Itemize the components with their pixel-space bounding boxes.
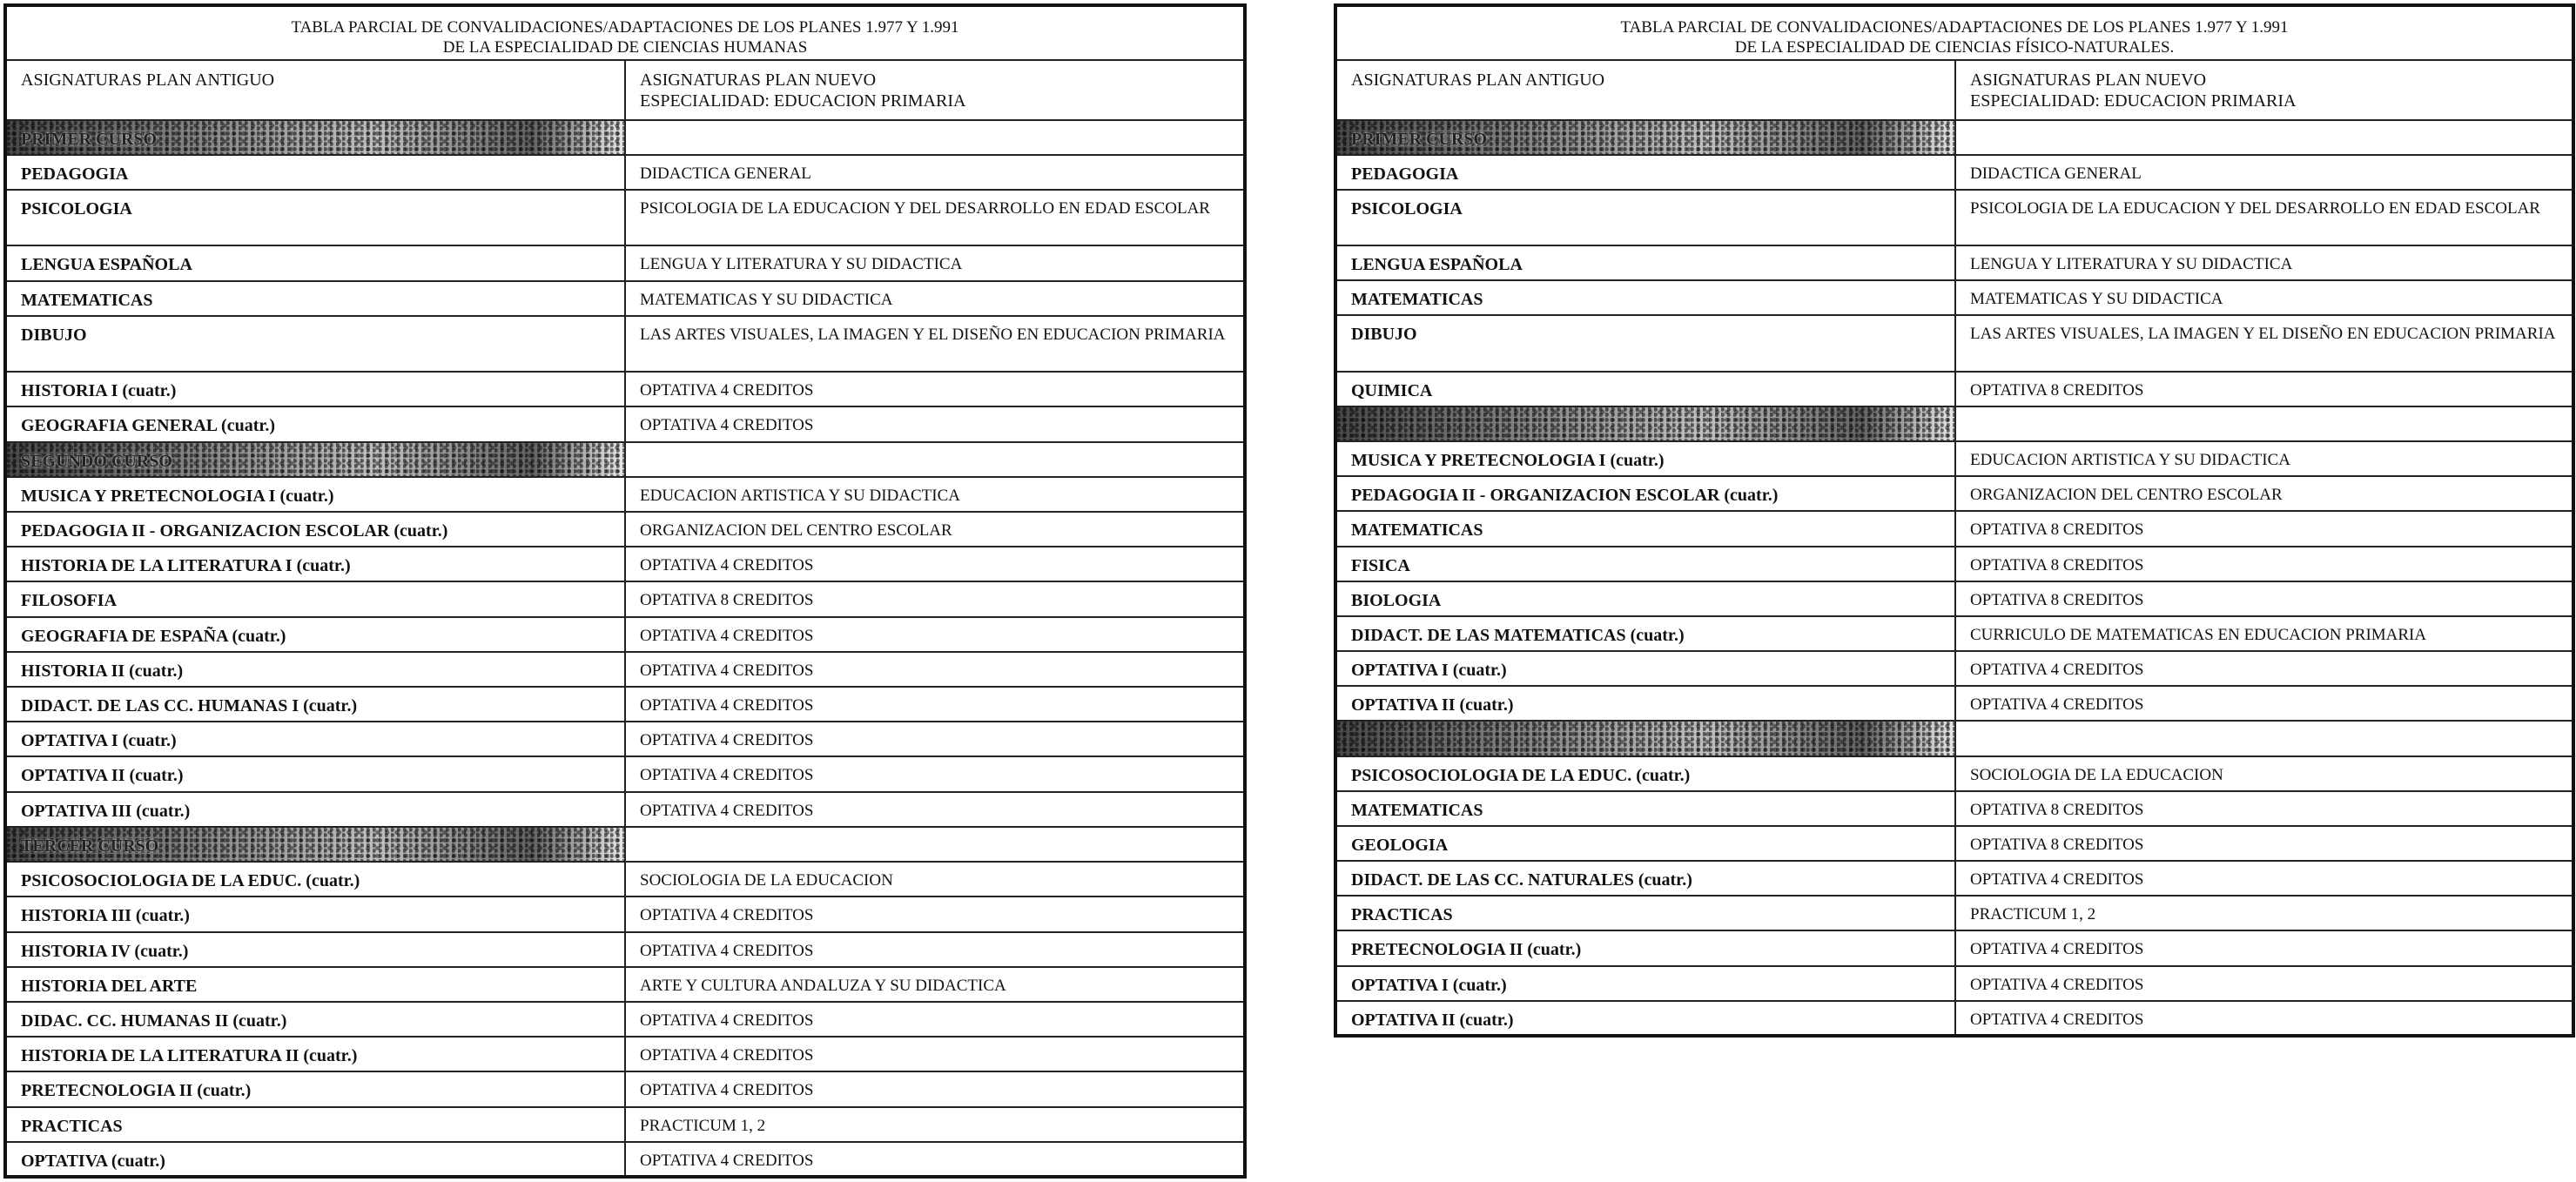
new-subject-cell xyxy=(625,1071,1245,1106)
new-subject-text: ORGANIZACION DEL CENTRO ESCOLAR xyxy=(1970,486,2283,505)
table-row xyxy=(1335,581,2573,616)
course-group-2 xyxy=(5,442,1245,827)
new-subject-text: EDUCACION ARTISTICA Y SU DIDACTICA xyxy=(640,486,960,505)
new-subject-text: LENGUA Y LITERATURA Y SU DIDACTICA xyxy=(640,255,963,274)
old-subject-cell: MATEMATICAS xyxy=(5,281,625,316)
section-row xyxy=(5,120,1245,155)
new-subject-text: OPTATIVA 4 CREDITOS xyxy=(1970,1010,2144,1029)
new-subject-text: SOCIOLOGIA DE LA EDUCACION xyxy=(1970,765,2223,784)
new-subject-text: PSICOLOGIA DE LA EDUCACION Y DEL DESARROLLO EN EDAD ESCOLAR xyxy=(640,199,1210,218)
new-subject-cell xyxy=(625,967,1245,1002)
new-subject-text: OPTATIVA 8 CREDITOS xyxy=(1970,835,2144,854)
new-subject-text: OPTATIVA 8 CREDITOS xyxy=(1970,555,2144,574)
header-new-plan xyxy=(625,60,1245,119)
new-subject-text: MATEMATICAS Y SU DIDACTICA xyxy=(640,290,893,309)
right-convalidation-table xyxy=(1334,3,2575,1038)
title-line-2: DE LA ESPECIALIDAD DE CIENCIAS HUMANAS xyxy=(442,38,808,57)
table-title xyxy=(1335,5,2573,60)
old-subject-cell: OPTATIVA II (cuatr.) xyxy=(1335,686,1955,721)
table-row xyxy=(5,932,1245,967)
new-subject-text: PSICOLOGIA DE LA EDUCACION Y DEL DESARROLLO EN EDAD ESCOLAR xyxy=(1970,198,2540,218)
new-subject-text: OPTATIVA 4 CREDITOS xyxy=(640,1046,814,1065)
new-subject-text: OPTATIVA 8 CREDITOS xyxy=(1970,520,2144,540)
table-row xyxy=(1335,651,2573,686)
new-subject-text: PRACTICUM 1, 2 xyxy=(1970,905,2096,924)
section-empty-cell xyxy=(625,827,1245,862)
table-row xyxy=(1335,966,2573,1001)
header-new-plan xyxy=(1955,60,2573,119)
table-row xyxy=(5,581,1245,616)
new-subject-cell xyxy=(1955,1001,2573,1036)
new-subject-text: LENGUA Y LITERATURA Y SU DIDACTICA xyxy=(1970,255,2293,274)
new-subject-text: MATEMATICAS Y SU DIDACTICA xyxy=(1970,290,2223,309)
old-subject-cell: HISTORIA III (cuatr.) xyxy=(5,897,625,931)
new-subject-cell xyxy=(1955,245,2573,280)
new-subject-cell xyxy=(625,316,1245,372)
new-subject-text: OPTATIVA 4 CREDITOS xyxy=(1970,975,2144,994)
new-subject-text: LAS ARTES VISUALES, LA IMAGEN Y EL DISEÑO EN EDUCACION PRIMARIA xyxy=(1970,325,2556,344)
table-row xyxy=(5,617,1245,652)
old-subject-cell: GEOLOGIA xyxy=(1335,826,1955,861)
left-convalidation-table xyxy=(3,3,1247,1179)
new-subject-cell xyxy=(1955,686,2573,721)
table-row xyxy=(5,652,1245,687)
title-line-1: TABLA PARCIAL DE CONVALIDACIONES/ADAPTACIONES DE LOS PLANES 1.977 Y 1.991 xyxy=(291,18,959,37)
new-subject-cell xyxy=(625,406,1245,441)
section-row xyxy=(1335,406,2573,441)
table-row xyxy=(5,722,1245,756)
new-subject-cell xyxy=(1955,651,2573,686)
new-subject-cell xyxy=(625,281,1245,316)
old-subject-cell: OPTATIVA (cuatr.) xyxy=(5,1142,625,1177)
old-subject-cell: PRETECNOLOGIA II (cuatr.) xyxy=(1335,930,1955,965)
course-group-1 xyxy=(5,120,1245,442)
section-label: SEGUNDO CURSO xyxy=(5,442,625,477)
new-subject-text: OPTATIVA 8 CREDITOS xyxy=(1970,380,2144,400)
old-subject-cell: MATEMATICAS xyxy=(1335,280,1955,315)
table-row xyxy=(5,316,1245,372)
table-row xyxy=(5,967,1245,1002)
old-subject-cell: DIDAC. CC. HUMANAS II (cuatr.) xyxy=(5,1002,625,1037)
new-subject-cell xyxy=(625,245,1245,280)
new-subject-text: DIDACTICA GENERAL xyxy=(1970,164,2142,183)
old-subject-cell: OPTATIVA I (cuatr.) xyxy=(5,722,625,756)
table-row xyxy=(5,862,1245,897)
table-row xyxy=(5,1002,1245,1037)
old-subject-cell: DIDACT. DE LAS CC. HUMANAS I (cuatr.) xyxy=(5,687,625,722)
table-row xyxy=(5,1142,1245,1177)
new-subject-cell xyxy=(625,862,1245,897)
old-subject-cell: OPTATIVA II (cuatr.) xyxy=(5,756,625,791)
new-subject-text: ORGANIZACION DEL CENTRO ESCOLAR xyxy=(640,521,952,540)
new-subject-cell xyxy=(625,512,1245,547)
new-subject-text: SOCIOLOGIA DE LA EDUCACION xyxy=(640,871,893,890)
new-subject-cell xyxy=(1955,372,2573,406)
table-row xyxy=(5,687,1245,722)
new-subject-text: OPTATIVA 4 CREDITOS xyxy=(1970,940,2144,959)
old-subject-cell: PEDAGOGIA xyxy=(5,155,625,190)
new-subject-text: OPTATIVA 4 CREDITOS xyxy=(640,801,814,820)
new-subject-cell xyxy=(625,722,1245,756)
new-subject-text: OPTATIVA 4 CREDITOS xyxy=(640,381,814,400)
new-subject-cell xyxy=(625,1037,1245,1071)
section-empty-cell xyxy=(625,120,1245,155)
table-row xyxy=(1335,616,2573,651)
table-row xyxy=(5,547,1245,581)
old-subject-cell: MUSICA Y PRETECNOLOGIA I (cuatr.) xyxy=(1335,441,1955,476)
course-group-3 xyxy=(5,827,1245,1177)
header-new-plan-line-1: ASIGNATURAS PLAN NUEVO xyxy=(1970,71,2207,91)
section-row xyxy=(5,442,1245,477)
course-group-2 xyxy=(1335,406,2573,722)
old-subject-cell: PSICOSOCIOLOGIA DE LA EDUC. (cuatr.) xyxy=(5,862,625,897)
section-row xyxy=(1335,721,2573,756)
header-old-plan: ASIGNATURAS PLAN ANTIGUO xyxy=(1335,60,1955,119)
new-subject-cell xyxy=(625,687,1245,722)
course-group-1 xyxy=(1335,120,2573,406)
new-subject-text: OPTATIVA 4 CREDITOS xyxy=(1970,870,2144,890)
table-row xyxy=(5,245,1245,280)
table-row xyxy=(1335,245,2573,280)
new-subject-cell xyxy=(1955,896,2573,930)
new-subject-cell xyxy=(1955,315,2573,371)
old-subject-cell: QUIMICA xyxy=(1335,372,1955,406)
old-subject-cell: DIBUJO xyxy=(1335,315,1955,371)
title-line-2: DE LA ESPECIALIDAD DE CIENCIAS FÍSICO-NATURALES. xyxy=(1734,38,2175,57)
new-subject-cell xyxy=(625,792,1245,827)
new-subject-cell xyxy=(625,932,1245,967)
old-subject-cell: MATEMATICAS xyxy=(1335,791,1955,826)
new-subject-text: OPTATIVA 4 CREDITOS xyxy=(640,416,814,435)
old-subject-cell: GEOGRAFIA GENERAL (cuatr.) xyxy=(5,406,625,441)
new-subject-cell xyxy=(625,617,1245,652)
title-line-1: TABLA PARCIAL DE CONVALIDACIONES/ADAPTACIONES DE LOS PLANES 1.977 Y 1.991 xyxy=(1620,18,2289,37)
new-subject-text: OPTATIVA 4 CREDITOS xyxy=(640,556,814,575)
old-subject-cell: OPTATIVA I (cuatr.) xyxy=(1335,966,1955,1001)
old-subject-cell: OPTATIVA I (cuatr.) xyxy=(1335,651,1955,686)
new-subject-text: OPTATIVA 4 CREDITOS xyxy=(640,626,814,645)
new-subject-cell xyxy=(1955,190,2573,245)
table-row xyxy=(5,1107,1245,1142)
header-new-plan-line-2: ESPECIALIDAD: EDUCACION PRIMARIA xyxy=(640,91,966,111)
course-group-3 xyxy=(1335,721,2573,1036)
table-row xyxy=(1335,861,2573,896)
old-subject-cell: DIDACT. DE LAS CC. NATURALES (cuatr.) xyxy=(1335,861,1955,896)
old-subject-cell: HISTORIA DE LA LITERATURA II (cuatr.) xyxy=(5,1037,625,1071)
old-subject-cell: MUSICA Y PRETECNOLOGIA I (cuatr.) xyxy=(5,477,625,512)
new-subject-cell xyxy=(625,1002,1245,1037)
new-subject-cell xyxy=(1955,826,2573,861)
new-subject-cell xyxy=(1955,616,2573,651)
section-row xyxy=(5,827,1245,862)
old-subject-cell: PRETECNOLOGIA II (cuatr.) xyxy=(5,1071,625,1106)
new-subject-cell xyxy=(1955,756,2573,791)
old-subject-cell: LENGUA ESPAÑOLA xyxy=(1335,245,1955,280)
new-subject-text: EDUCACION ARTISTICA Y SU DIDACTICA xyxy=(1970,451,2290,470)
old-subject-cell: FILOSOFIA xyxy=(5,581,625,616)
table-row xyxy=(5,372,1245,406)
new-subject-text: OPTATIVA 8 CREDITOS xyxy=(640,591,814,610)
table-row xyxy=(5,406,1245,441)
header-old-plan: ASIGNATURAS PLAN ANTIGUO xyxy=(5,60,625,119)
new-subject-text: OPTATIVA 4 CREDITOS xyxy=(640,696,814,715)
new-subject-cell xyxy=(1955,791,2573,826)
section-row xyxy=(1335,120,2573,155)
new-subject-cell xyxy=(625,1107,1245,1142)
new-subject-text: OPTATIVA 4 CREDITOS xyxy=(640,906,814,925)
header-new-plan-line-2: ESPECIALIDAD: EDUCACION PRIMARIA xyxy=(1970,91,2297,111)
old-subject-cell: HISTORIA II (cuatr.) xyxy=(5,652,625,687)
section-label xyxy=(1335,721,1955,756)
old-subject-cell: PEDAGOGIA II - ORGANIZACION ESCOLAR (cuatr.) xyxy=(5,512,625,547)
new-subject-text: OPTATIVA 4 CREDITOS xyxy=(640,1081,814,1100)
table-row xyxy=(1335,280,2573,315)
section-label xyxy=(1335,406,1955,441)
new-subject-text: OPTATIVA 4 CREDITOS xyxy=(640,941,814,960)
new-subject-cell xyxy=(625,190,1245,245)
new-subject-text: ARTE Y CULTURA ANDALUZA Y SU DIDACTICA xyxy=(640,976,1006,995)
table-row xyxy=(1335,190,2573,245)
old-subject-cell: MATEMATICAS xyxy=(1335,511,1955,546)
new-subject-text: OPTATIVA 4 CREDITOS xyxy=(1970,695,2144,715)
old-subject-cell: PSICOLOGIA xyxy=(1335,190,1955,245)
old-subject-cell: PSICOLOGIA xyxy=(5,190,625,245)
old-subject-cell: OPTATIVA III (cuatr.) xyxy=(5,792,625,827)
new-subject-text: PRACTICUM 1, 2 xyxy=(640,1116,766,1135)
old-subject-cell: LENGUA ESPAÑOLA xyxy=(5,245,625,280)
table-row xyxy=(5,1037,1245,1071)
new-subject-cell xyxy=(1955,155,2573,190)
new-subject-text: OPTATIVA 4 CREDITOS xyxy=(640,731,814,750)
header-new-plan-line-1: ASIGNATURAS PLAN NUEVO xyxy=(640,71,877,91)
new-subject-cell xyxy=(625,652,1245,687)
old-subject-cell: DIBUJO xyxy=(5,316,625,372)
old-subject-cell: HISTORIA I (cuatr.) xyxy=(5,372,625,406)
table-row xyxy=(1335,372,2573,406)
table-row xyxy=(1335,686,2573,721)
old-subject-cell: FISICA xyxy=(1335,547,1955,581)
old-subject-cell: BIOLOGIA xyxy=(1335,581,1955,616)
table-row xyxy=(5,512,1245,547)
new-subject-cell xyxy=(1955,476,2573,511)
table-row xyxy=(5,1071,1245,1106)
table-row xyxy=(1335,756,2573,791)
table-row xyxy=(5,155,1245,190)
new-subject-cell xyxy=(625,1142,1245,1177)
section-label: TERCER CURSO xyxy=(5,827,625,862)
new-subject-cell xyxy=(1955,861,2573,896)
new-subject-text: CURRICULO DE MATEMATICAS EN EDUCACION PRIMARIA xyxy=(1970,625,2427,644)
old-subject-cell: PEDAGOGIA II - ORGANIZACION ESCOLAR (cuatr.) xyxy=(1335,476,1955,511)
section-label: PRIMER CURSO xyxy=(1335,120,1955,155)
table-row xyxy=(1335,896,2573,930)
old-subject-cell: HISTORIA DE LA LITERATURA I (cuatr.) xyxy=(5,547,625,581)
section-label: PRIMER CURSO xyxy=(5,120,625,155)
old-subject-cell: GEOGRAFIA DE ESPAÑA (cuatr.) xyxy=(5,617,625,652)
table-row xyxy=(5,477,1245,512)
old-subject-cell: OPTATIVA II (cuatr.) xyxy=(1335,1001,1955,1036)
old-subject-cell: HISTORIA IV (cuatr.) xyxy=(5,932,625,967)
table-row xyxy=(5,756,1245,791)
new-subject-text: OPTATIVA 4 CREDITOS xyxy=(640,1151,814,1170)
new-subject-text: OPTATIVA 4 CREDITOS xyxy=(640,661,814,680)
table-row xyxy=(1335,930,2573,965)
table-row xyxy=(1335,476,2573,511)
table-row xyxy=(1335,155,2573,190)
section-empty-cell xyxy=(1955,120,2573,155)
new-subject-cell xyxy=(1955,930,2573,965)
old-subject-cell: PEDAGOGIA xyxy=(1335,155,1955,190)
section-empty-cell xyxy=(1955,406,2573,441)
old-subject-cell: PRACTICAS xyxy=(1335,896,1955,930)
table-row xyxy=(1335,511,2573,546)
table-row xyxy=(1335,441,2573,476)
new-subject-text: OPTATIVA 8 CREDITOS xyxy=(1970,590,2144,609)
new-subject-cell xyxy=(1955,441,2573,476)
old-subject-cell: PRACTICAS xyxy=(5,1107,625,1142)
table-row xyxy=(5,897,1245,931)
table-row xyxy=(5,281,1245,316)
section-empty-cell xyxy=(1955,721,2573,756)
new-subject-cell xyxy=(1955,581,2573,616)
new-subject-cell xyxy=(1955,547,2573,581)
new-subject-cell xyxy=(625,581,1245,616)
section-empty-cell xyxy=(625,442,1245,477)
table-row xyxy=(1335,791,2573,826)
new-subject-text: OPTATIVA 4 CREDITOS xyxy=(640,766,814,785)
old-subject-cell: PSICOSOCIOLOGIA DE LA EDUC. (cuatr.) xyxy=(1335,756,1955,791)
new-subject-cell xyxy=(625,756,1245,791)
table-row xyxy=(1335,315,2573,371)
new-subject-text: OPTATIVA 4 CREDITOS xyxy=(640,1011,814,1030)
table-title xyxy=(5,5,1245,60)
new-subject-text: LAS ARTES VISUALES, LA IMAGEN Y EL DISEÑO EN EDUCACION PRIMARIA xyxy=(640,325,1226,344)
table-row xyxy=(1335,826,2573,861)
table-row xyxy=(1335,1001,2573,1036)
table-row xyxy=(1335,547,2573,581)
new-subject-cell xyxy=(625,372,1245,406)
old-subject-cell: HISTORIA DEL ARTE xyxy=(5,967,625,1002)
new-subject-text: OPTATIVA 8 CREDITOS xyxy=(1970,800,2144,819)
new-subject-cell xyxy=(1955,966,2573,1001)
new-subject-cell xyxy=(625,155,1245,190)
old-subject-cell: DIDACT. DE LAS MATEMATICAS (cuatr.) xyxy=(1335,616,1955,651)
new-subject-text: DIDACTICA GENERAL xyxy=(640,164,811,183)
new-subject-cell xyxy=(1955,511,2573,546)
new-subject-cell xyxy=(625,547,1245,581)
new-subject-cell xyxy=(625,897,1245,931)
new-subject-text: OPTATIVA 4 CREDITOS xyxy=(1970,661,2144,680)
table-row xyxy=(5,792,1245,827)
new-subject-cell xyxy=(625,477,1245,512)
new-subject-cell xyxy=(1955,280,2573,315)
table-row xyxy=(5,190,1245,245)
